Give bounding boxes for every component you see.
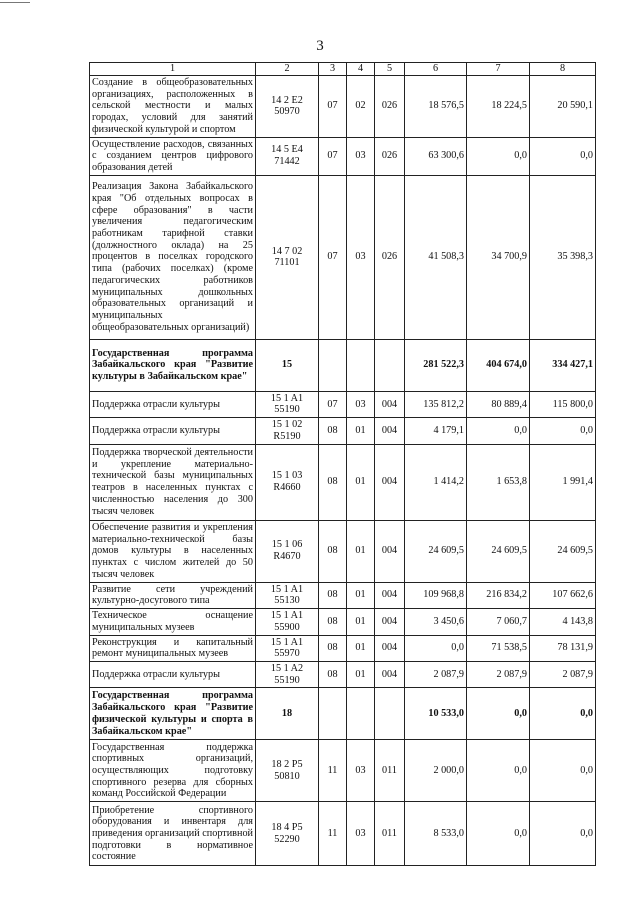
row-name: Поддержка отрасли культуры: [90, 418, 256, 444]
section-code: 07: [319, 175, 347, 339]
amount-col-6: 3 450,6: [405, 609, 467, 635]
subsection-code: 02: [347, 76, 375, 138]
table-row: [90, 391, 596, 417]
expense-type-code: 004: [375, 609, 405, 635]
row-name: Развитие сети учреждений культурно-досугового типа: [90, 582, 256, 608]
amount-col-8: 107 662,6: [530, 582, 596, 608]
expense-type-code: [375, 688, 405, 740]
column-header: 7: [467, 63, 530, 76]
column-header: 1: [90, 63, 256, 76]
amount-col-6: 135 812,2: [405, 391, 467, 417]
column-header: 2: [256, 63, 319, 76]
row-name: Государственная программа Забайкальского края "Развитие культуры в Забайкальском крае": [90, 339, 256, 391]
expense-type-code: 004: [375, 444, 405, 520]
amount-col-8: 2 087,9: [530, 661, 596, 687]
expense-type-code: 011: [375, 802, 405, 866]
section-code: [319, 339, 347, 391]
amount-col-7: 34 700,9: [467, 175, 530, 339]
column-header: 3: [319, 63, 347, 76]
target-code: 15 1 A2 55190: [256, 661, 319, 687]
page-number: 3: [316, 38, 324, 54]
target-code: 14 5 E4 71442: [256, 137, 319, 175]
amount-col-6: 2 087,9: [405, 661, 467, 687]
amount-col-6: 18 576,5: [405, 76, 467, 138]
amount-col-7: 0,0: [467, 688, 530, 740]
amount-col-8: 20 590,1: [530, 76, 596, 138]
amount-col-8: 334 427,1: [530, 339, 596, 391]
row-name: Осуществление расходов, связанных с созданием центров цифрового образования детей: [90, 137, 256, 175]
subsection-code: 01: [347, 582, 375, 608]
amount-col-8: 24 609,5: [530, 520, 596, 582]
table-row: [90, 688, 596, 740]
target-code: 18: [256, 688, 319, 740]
scan-edge-mark: [0, 2, 30, 3]
expense-type-code: 004: [375, 635, 405, 661]
section-code: 08: [319, 444, 347, 520]
expense-type-code: 026: [375, 175, 405, 339]
target-code: 18 4 P5 52290: [256, 802, 319, 866]
expense-type-code: 004: [375, 391, 405, 417]
amount-col-7: 0,0: [467, 802, 530, 866]
amount-col-7: 0,0: [467, 137, 530, 175]
section-code: 08: [319, 609, 347, 635]
table-row: [90, 418, 596, 444]
table-row: [90, 582, 596, 608]
expense-type-code: 026: [375, 76, 405, 138]
amount-col-8: 1 991,4: [530, 444, 596, 520]
amount-col-7: 1 653,8: [467, 444, 530, 520]
amount-col-8: 35 398,3: [530, 175, 596, 339]
row-name: Государственная программа Забайкальского края "Развитие физической культуры и спорта в Забайкальском крае": [90, 688, 256, 740]
amount-col-7: 18 224,5: [467, 76, 530, 138]
section-code: 08: [319, 520, 347, 582]
amount-col-6: 63 300,6: [405, 137, 467, 175]
table-row: [90, 76, 596, 138]
table-row: [90, 137, 596, 175]
expense-type-code: 004: [375, 582, 405, 608]
subsection-code: 01: [347, 635, 375, 661]
amount-col-6: 281 522,3: [405, 339, 467, 391]
amount-col-6: 2 000,0: [405, 740, 467, 802]
column-header: 4: [347, 63, 375, 76]
expense-type-code: [375, 339, 405, 391]
amount-col-8: 0,0: [530, 688, 596, 740]
column-header: 5: [375, 63, 405, 76]
amount-col-6: 10 533,0: [405, 688, 467, 740]
expense-type-code: 004: [375, 418, 405, 444]
row-name: Создание в общеобразовательных организациях, расположенных в сельской местности и малых городах, условий для занятий физической культурой и спортом: [90, 76, 256, 138]
table-row: [90, 661, 596, 687]
subsection-code: 03: [347, 137, 375, 175]
row-name: Поддержка творческой деятельности и укрепление материально-технической базы муниципальных театров в населенных пунктах с численностью населения до 300 тысяч человек: [90, 444, 256, 520]
subsection-code: 01: [347, 444, 375, 520]
amount-col-6: 1 414,2: [405, 444, 467, 520]
column-header: 8: [530, 63, 596, 76]
target-code: 14 2 E2 50970: [256, 76, 319, 138]
expense-type-code: 026: [375, 137, 405, 175]
row-name: Обеспечение развития и укрепления материально-технической базы домов культуры в населенных пунктах с числом жителей до 50 тысяч человек: [90, 520, 256, 582]
section-code: 08: [319, 661, 347, 687]
table-row: [90, 175, 596, 339]
amount-col-6: 41 508,3: [405, 175, 467, 339]
table-row: [90, 802, 596, 866]
target-code: 14 7 02 71101: [256, 175, 319, 339]
amount-col-6: 24 609,5: [405, 520, 467, 582]
target-code: 15 1 06 R4670: [256, 520, 319, 582]
amount-col-8: 0,0: [530, 418, 596, 444]
subsection-code: 03: [347, 740, 375, 802]
subsection-code: 01: [347, 661, 375, 687]
amount-col-6: 0,0: [405, 635, 467, 661]
amount-col-7: 7 060,7: [467, 609, 530, 635]
amount-col-8: 78 131,9: [530, 635, 596, 661]
target-code: 15 1 03 R4660: [256, 444, 319, 520]
target-code: 15 1 A1 55130: [256, 582, 319, 608]
amount-col-6: 109 968,8: [405, 582, 467, 608]
amount-col-8: 0,0: [530, 137, 596, 175]
row-name: Поддержка отрасли культуры: [90, 661, 256, 687]
amount-col-6: 8 533,0: [405, 802, 467, 866]
table-row: [90, 339, 596, 391]
target-code: 15 1 A1 55900: [256, 609, 319, 635]
subsection-code: 01: [347, 609, 375, 635]
section-code: 11: [319, 740, 347, 802]
amount-col-8: 4 143,8: [530, 609, 596, 635]
column-number-row: [90, 63, 596, 76]
subsection-code: 03: [347, 175, 375, 339]
target-code: 15: [256, 339, 319, 391]
table-row: [90, 635, 596, 661]
target-code: 15 1 A1 55970: [256, 635, 319, 661]
budget-table: [89, 62, 596, 866]
section-code: 07: [319, 137, 347, 175]
amount-col-7: 0,0: [467, 740, 530, 802]
section-code: 08: [319, 582, 347, 608]
section-code: 07: [319, 391, 347, 417]
subsection-code: 01: [347, 520, 375, 582]
subsection-code: 03: [347, 802, 375, 866]
table-row: [90, 740, 596, 802]
amount-col-7: 80 889,4: [467, 391, 530, 417]
table-row: [90, 609, 596, 635]
target-code: 15 1 02 R5190: [256, 418, 319, 444]
amount-col-6: 4 179,1: [405, 418, 467, 444]
section-code: 08: [319, 635, 347, 661]
subsection-code: [347, 688, 375, 740]
amount-col-7: 71 538,5: [467, 635, 530, 661]
subsection-code: 03: [347, 391, 375, 417]
row-name: Приобретение спортивного оборудования и инвентаря для приведения организаций спортивной подготовки в нормативное состояние: [90, 802, 256, 866]
column-header: 6: [405, 63, 467, 76]
row-name: Техническое оснащение муниципальных музеев: [90, 609, 256, 635]
expense-type-code: 011: [375, 740, 405, 802]
expense-type-code: 004: [375, 661, 405, 687]
subsection-code: [347, 339, 375, 391]
expense-type-code: 004: [375, 520, 405, 582]
section-code: 08: [319, 418, 347, 444]
amount-col-7: 0,0: [467, 418, 530, 444]
row-name: Государственная поддержка спортивных организаций, осуществляющих подготовку спортивного резерва для сборных команд Российской Федерации: [90, 740, 256, 802]
amount-col-8: 0,0: [530, 802, 596, 866]
amount-col-7: 404 674,0: [467, 339, 530, 391]
row-name: Реконструкция и капитальный ремонт муниципальных музеев: [90, 635, 256, 661]
target-code: 18 2 P5 50810: [256, 740, 319, 802]
amount-col-7: 24 609,5: [467, 520, 530, 582]
target-code: 15 1 A1 55190: [256, 391, 319, 417]
subsection-code: 01: [347, 418, 375, 444]
amount-col-7: 2 087,9: [467, 661, 530, 687]
table-row: [90, 444, 596, 520]
row-name: Реализация Закона Забайкальского края "Об отдельных вопросах в сфере образования" в части увеличения педагогическим работникам тарифной ставки (должностного оклада) на 25 процентов в поселках городского типа (рабочих поселках) (кроме педагогических работников муниципальных дошкольных образовательных организаций и муниципальных общеобразовательных организаций): [90, 175, 256, 339]
amount-col-7: 216 834,2: [467, 582, 530, 608]
section-code: [319, 688, 347, 740]
row-name: Поддержка отрасли культуры: [90, 391, 256, 417]
amount-col-8: 0,0: [530, 740, 596, 802]
section-code: 07: [319, 76, 347, 138]
table-row: [90, 520, 596, 582]
amount-col-8: 115 800,0: [530, 391, 596, 417]
section-code: 11: [319, 802, 347, 866]
